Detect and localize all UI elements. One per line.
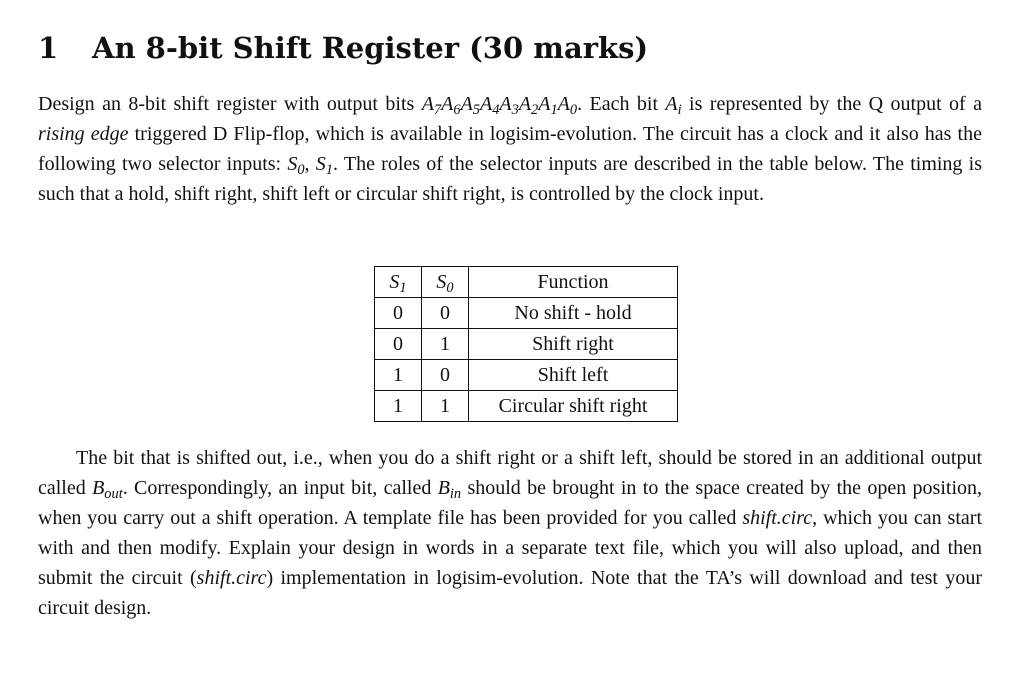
intro-comma: , <box>304 153 316 175</box>
bit-ai: $A_i$ <box>665 93 682 119</box>
cell-function: Shift right <box>469 329 678 360</box>
input-bin: $B_{in}$ <box>437 477 462 503</box>
cell-s0: 1 <box>422 329 469 360</box>
cell-function: No shift - hold <box>469 298 678 329</box>
header-function: Function <box>469 267 678 298</box>
bit-a1: $A_1$ <box>538 93 558 119</box>
section-title: An 8-bit Shift Register (30 marks) <box>92 31 649 65</box>
bit-a2: $A_2$ <box>518 93 539 119</box>
details-text-3: should be brought in to the space created by the open position, when you carry out a shift operation. A template file has been provided for you called <box>38 477 982 529</box>
header-s1: $S_1$ <box>375 267 422 298</box>
template-filename: shift.circ <box>742 507 813 529</box>
header-s0: $S_0$ <box>422 267 469 298</box>
intro-paragraph <box>38 89 982 209</box>
output-bout: $B_{out}$ <box>92 477 123 503</box>
bit-a4: $A_4$ <box>479 93 500 119</box>
details-text-2: . Correspondingly, an input bit, called <box>122 477 438 499</box>
table-row <box>375 298 678 329</box>
intro-text-1: Design an 8-bit shift register with output bits <box>38 93 422 115</box>
details-text-1: The bit that is shifted out, i.e., when you do a shift right or a shift left, should be stored in an additional output called <box>38 447 982 499</box>
cell-function: Circular shift right <box>469 391 678 422</box>
bit-a3: $A_3$ <box>499 93 519 119</box>
bit-a7: $A_7$ <box>421 93 442 119</box>
intro-text-4: triggered D Flip-flop, which is available in logisim-evolution. The circuit has a clock and it also has the following two selector inputs: <box>38 123 982 175</box>
function-table-wrapper <box>38 266 982 422</box>
cell-s0: 0 <box>422 360 469 391</box>
cell-s1: 1 <box>375 360 422 391</box>
cell-s1: 0 <box>375 298 422 329</box>
cell-function: Shift left <box>469 360 678 391</box>
output-bits <box>421 93 578 119</box>
intro-text-2: . Each bit <box>577 93 666 115</box>
intro-text-3: is represented by the Q output of a <box>681 93 982 115</box>
submission-filename: shift.circ <box>196 567 267 589</box>
table-header-row <box>375 267 678 298</box>
section-heading <box>38 28 648 68</box>
selector-s0: $S_0$ <box>287 153 305 179</box>
bit-a5: $A_5$ <box>460 93 480 119</box>
cell-s0: 0 <box>422 298 469 329</box>
section-number: 1 <box>38 31 59 65</box>
function-table <box>374 266 678 422</box>
intro-text-5: . The roles of the selector inputs are described in the table below. The timing is such that a hold, shift right, shift left or circular shift right, is controlled by the clock input. <box>38 153 982 205</box>
table-row <box>375 391 678 422</box>
selector-s1: $S_1$ <box>315 153 333 179</box>
bit-a0: $A_0$ <box>557 93 578 119</box>
table-row <box>375 360 678 391</box>
cell-s0: 1 <box>422 391 469 422</box>
cell-s1: 0 <box>375 329 422 360</box>
details-paragraph <box>38 443 982 623</box>
table-row <box>375 329 678 360</box>
rising-edge-emphasis: rising edge <box>38 123 129 145</box>
details-text-4: , which you can start with and then modify. Explain your design in words in a separate text file, which you will also upload, and then submit the circuit ( <box>38 507 982 589</box>
bit-a6: $A_6$ <box>441 93 461 119</box>
details-text-5: ) implementation in logisim-evolution. Note that the TA’s will download and test your circuit design. <box>38 567 982 619</box>
cell-s1: 1 <box>375 391 422 422</box>
